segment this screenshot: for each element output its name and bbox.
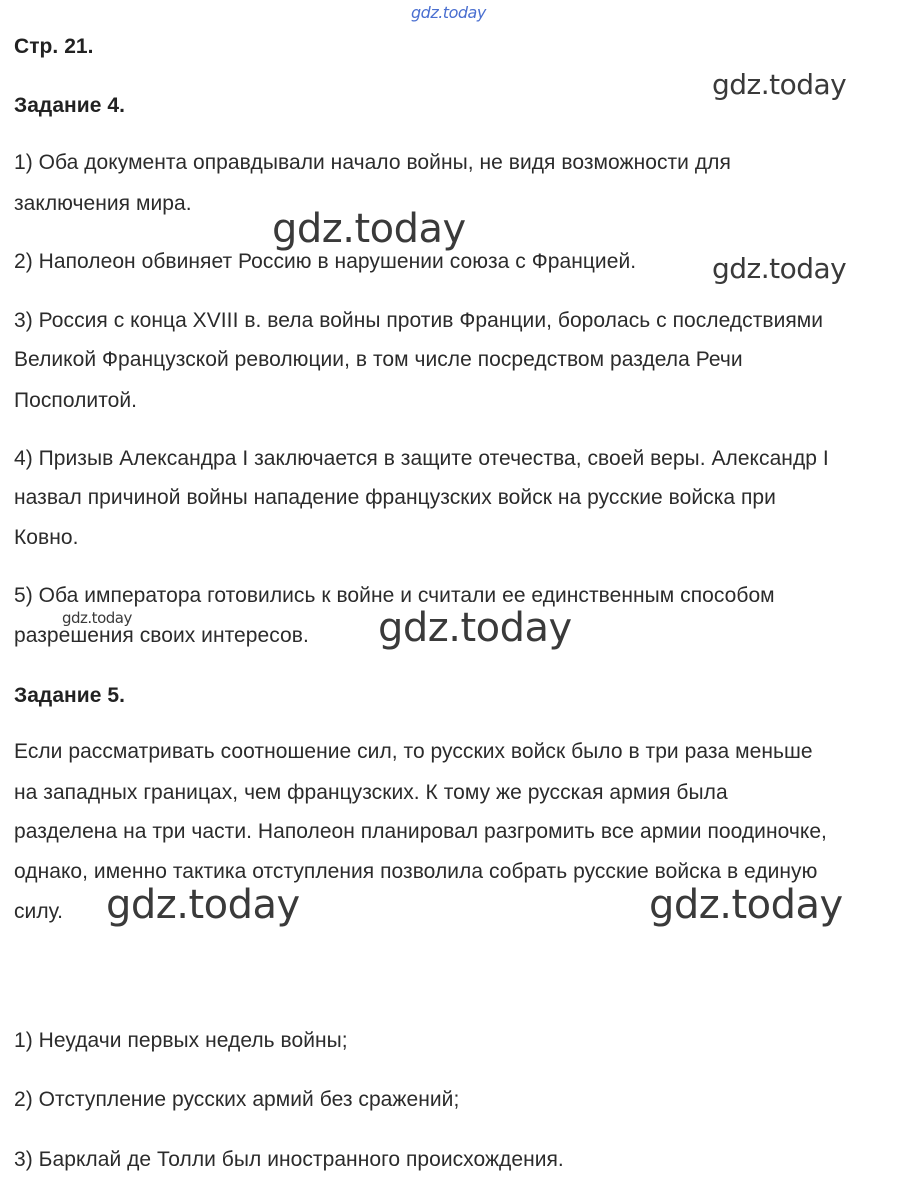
task5-paragraph-line2: на западных границах, чем французских. К тому же русская армия была [14, 781, 728, 804]
task4-item3-line2: Великой Французской революции, в том числе посредством раздела Речи [14, 348, 743, 371]
watermark: gdz.today [106, 882, 300, 928]
task5-paragraph-line1: Если рассматривать соотношение сил, то русских войск было в три раза меньше [14, 740, 813, 763]
task4-title: Задание 4. [14, 94, 125, 117]
watermark: gdz.today [272, 206, 466, 252]
task4-item5-line1: 5) Оба императора готовились к войне и считали ее единственным способом [14, 584, 775, 607]
task4-item4-line2: назвал причиной войны нападение французских войск на русские войска при [14, 486, 776, 509]
task4-item1-line1: 1) Оба документа оправдывали начало войны, не видя возможности для [14, 151, 731, 174]
task5-list-item2: 2) Отступление русских армий без сражений; [14, 1088, 460, 1111]
task4-item5-line2: разрешения своих интересов. [14, 624, 309, 647]
watermark: gdz.today [378, 605, 572, 651]
watermark: gdz.today [712, 252, 847, 285]
task5-paragraph-line5: силу. [14, 900, 63, 923]
page-number: Стр. 21. [14, 35, 94, 58]
watermark: gdz.today [712, 68, 847, 101]
task4-item4-line3: Ковно. [14, 526, 79, 549]
task4-item3-line1: 3) Россия с конца XVIII в. вела войны против Франции, боролась с последствиями [14, 309, 824, 332]
task4-item2-line1: 2) Наполеон обвиняет Россию в нарушении союза с Францией. [14, 250, 637, 273]
task5-paragraph-line3: разделена на три части. Наполеон планировал разгромить все армии поодиночке, [14, 820, 827, 843]
watermark: gdz.today [649, 882, 843, 928]
task5-list-item3: 3) Барклай де Толли был иностранного происхождения. [14, 1148, 564, 1171]
watermark-top: gdz.today [411, 3, 486, 22]
task4-item1-line2: заключения мира. [14, 192, 192, 215]
watermark: gdz.today [62, 609, 132, 627]
task5-paragraph-line4: однако, именно тактика отступления позволила собрать русские войска в единую [14, 860, 818, 883]
task5-title: Задание 5. [14, 684, 125, 707]
task4-item3-line3: Посполитой. [14, 389, 138, 412]
task5-list-item1: 1) Неудачи первых недель войны; [14, 1029, 348, 1052]
task4-item4-line1: 4) Призыв Александра I заключается в защите отечества, своей веры. Александр I [14, 447, 829, 470]
